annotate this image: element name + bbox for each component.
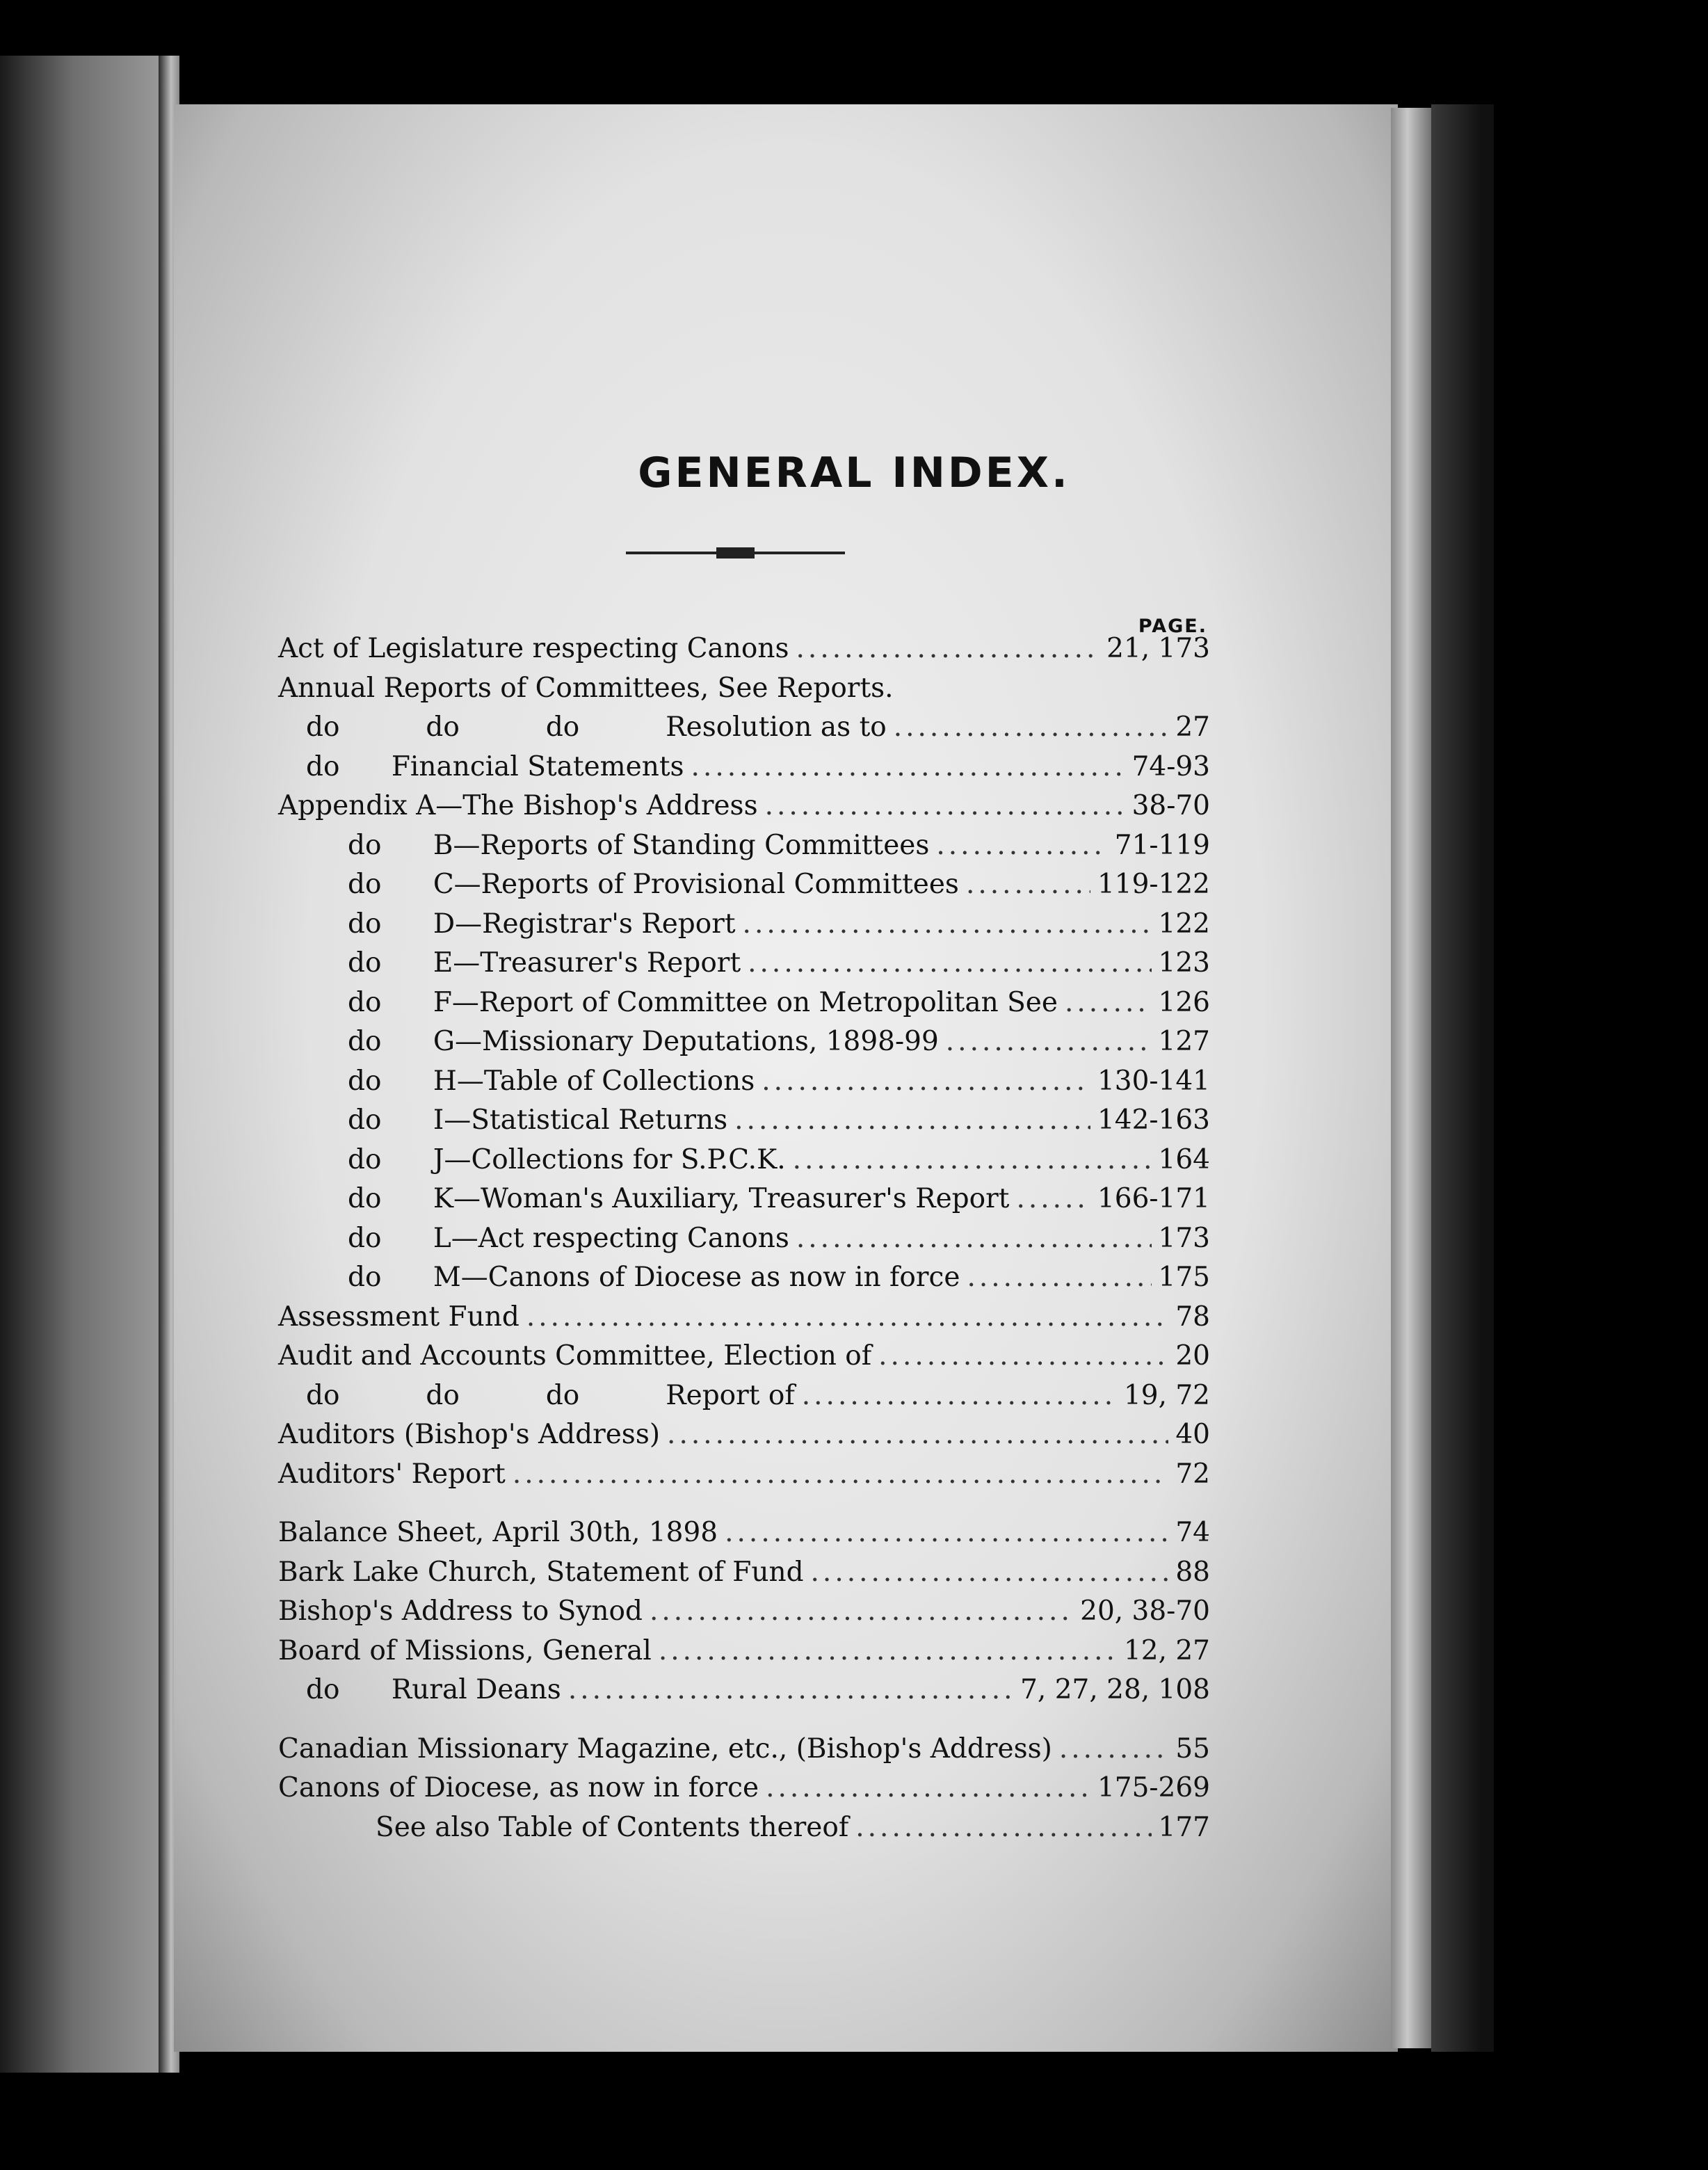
- index-entry-pages: 71-119: [1114, 829, 1210, 861]
- index-entry-label: Auditors (Bishop's Address): [278, 1419, 661, 1450]
- facing-page: [0, 56, 163, 2073]
- index-entry-pages: 40: [1175, 1419, 1210, 1450]
- index-entry-label: Canons of Diocese, as now in force: [278, 1772, 759, 1803]
- dot-leader: [650, 1592, 1073, 1632]
- index-entry-label: Balance Sheet, April 30th, 1898: [278, 1517, 718, 1548]
- index-entry: [278, 1632, 1210, 1671]
- dot-leader: [793, 1141, 1152, 1180]
- index-entry-label: Bark Lake Church, Statement of Fund: [278, 1556, 804, 1588]
- index-entry-pages: 74-93: [1131, 750, 1210, 782]
- index-list: [278, 629, 1210, 1847]
- index-entry-label: do do do Report of: [306, 1379, 795, 1411]
- index-entry: [278, 1298, 1210, 1337]
- index-entry-pages: 21, 173: [1106, 633, 1210, 664]
- index-entry: [278, 983, 1210, 1023]
- dot-leader: [802, 1376, 1117, 1416]
- dot-leader: [526, 1298, 1169, 1337]
- index-entry-pages: 78: [1175, 1301, 1210, 1333]
- index-entry: [278, 1513, 1210, 1553]
- index-entry: [278, 1258, 1210, 1298]
- index-entry-label: do C—Reports of Provisional Committees: [348, 869, 959, 900]
- index-entry-label: Appendix A—The Bishop's Address: [278, 790, 758, 821]
- index-entry-pages: 164: [1158, 1143, 1210, 1175]
- dot-leader: [1059, 1730, 1169, 1769]
- dot-leader: [946, 1022, 1152, 1062]
- index-entry: [278, 708, 1210, 748]
- index-entry-pages: 130-141: [1097, 1065, 1210, 1097]
- index-entry-pages: 38-70: [1131, 790, 1210, 821]
- index-entry: [278, 1062, 1210, 1102]
- index-entry-pages: 126: [1158, 986, 1210, 1018]
- page-edge: [1391, 108, 1433, 2048]
- index-entry-pages: 27: [1175, 712, 1210, 743]
- dot-leader: [894, 708, 1169, 748]
- dot-leader: [762, 1062, 1090, 1102]
- index-entry-pages: 127: [1158, 1026, 1210, 1057]
- index-entry: [278, 1769, 1210, 1808]
- index-entry-label: do do do Resolution as to: [306, 712, 887, 743]
- index-entry-label: Board of Missions, General: [278, 1634, 652, 1666]
- index-entry: [278, 1553, 1210, 1593]
- index-entry: [278, 1808, 1210, 1848]
- index-entry-pages: 173: [1158, 1222, 1210, 1254]
- index-entry: [278, 1101, 1210, 1141]
- index-entry-label: Canadian Missionary Magazine, etc., (Bishop's Address): [278, 1733, 1052, 1765]
- index-entry: [278, 1180, 1210, 1219]
- dot-leader: [513, 1455, 1169, 1495]
- index-entry-pages: 74: [1175, 1517, 1210, 1548]
- index-entry-label: do H—Table of Collections: [348, 1065, 755, 1097]
- index-entry-pages: 72: [1175, 1458, 1210, 1490]
- dot-leader: [725, 1513, 1168, 1553]
- index-entry: [278, 1141, 1210, 1180]
- dot-leader: [966, 865, 1090, 905]
- index-entry-label: do E—Treasurer's Report: [348, 947, 741, 979]
- index-entry-pages: 175: [1158, 1262, 1210, 1293]
- dot-leader: [811, 1553, 1169, 1593]
- page-title: GENERAL INDEX.: [638, 449, 1070, 497]
- page-edge-shadow: [1431, 104, 1494, 2052]
- dot-leader: [568, 1671, 1013, 1710]
- dot-leader: [1065, 983, 1152, 1023]
- index-entry-pages: 175-269: [1097, 1772, 1210, 1803]
- index-entry-label: do D—Registrar's Report: [348, 908, 736, 940]
- index-entry-pages: 122: [1158, 908, 1210, 940]
- index-entry-pages: 119-122: [1097, 869, 1210, 900]
- index-entry: [278, 1671, 1210, 1710]
- index-entry-pages: 166-171: [1097, 1183, 1210, 1214]
- dot-leader: [967, 1258, 1151, 1298]
- dot-leader: [765, 787, 1125, 826]
- index-entry: [278, 787, 1210, 826]
- dot-leader: [766, 1769, 1090, 1808]
- title-rule-ornament: [716, 547, 755, 558]
- index-entry: [278, 865, 1210, 905]
- index-entry-label: Audit and Accounts Committee, Election of: [278, 1340, 872, 1372]
- dot-leader: [743, 905, 1152, 945]
- index-entry: [278, 1415, 1210, 1455]
- index-entry: [278, 1376, 1210, 1416]
- index-entry-pages: 177: [1158, 1811, 1210, 1843]
- index-entry-label: do L—Act respecting Canons: [348, 1222, 789, 1254]
- index-entry: [278, 669, 1210, 709]
- index-entry: [278, 1337, 1210, 1376]
- index-entry-label: do Rural Deans: [306, 1674, 561, 1705]
- dot-leader: [1016, 1180, 1090, 1219]
- index-entry-label: Act of Legislature respecting Canons: [278, 633, 789, 664]
- dot-leader: [691, 748, 1125, 787]
- index-entry: [278, 944, 1210, 983]
- index-entry: [278, 1592, 1210, 1632]
- index-entry: [278, 905, 1210, 945]
- index-entry: [278, 1219, 1210, 1259]
- index-entry-pages: 88: [1175, 1556, 1210, 1588]
- index-entry-label: Annual Reports of Committees, See Reports.: [278, 672, 894, 704]
- index-entry-label: do B—Reports of Standing Committees: [348, 829, 930, 861]
- index-entry-pages: 142-163: [1097, 1104, 1210, 1136]
- index-entry-label: do J—Collections for S.P.C.K.: [348, 1143, 786, 1175]
- index-entry-label: do G—Missionary Deputations, 1898-99: [348, 1026, 939, 1057]
- index-entry-pages: 20, 38-70: [1080, 1596, 1210, 1627]
- index-entry: [278, 748, 1210, 787]
- index-entry-pages: 12, 27: [1123, 1634, 1210, 1666]
- index-entry-pages: 20: [1175, 1340, 1210, 1372]
- dot-leader: [667, 1415, 1168, 1455]
- dot-leader: [936, 826, 1107, 866]
- index-entry: [278, 1455, 1210, 1495]
- index-entry: [278, 1730, 1210, 1769]
- index-entry-label: Auditors' Report: [278, 1458, 506, 1490]
- index-entry-label: do M—Canons of Diocese as now in force: [348, 1262, 960, 1293]
- dot-leader: [796, 1219, 1152, 1259]
- index-entry: [278, 1022, 1210, 1062]
- dot-leader: [748, 944, 1151, 983]
- dot-leader: [659, 1632, 1117, 1671]
- index-entry-pages: 55: [1175, 1733, 1210, 1765]
- index-entry: [278, 629, 1210, 669]
- index-entry: [278, 826, 1210, 866]
- index-entry-label: do Financial Statements: [306, 750, 684, 782]
- dot-leader: [878, 1337, 1168, 1376]
- index-entry-pages: 19, 72: [1123, 1379, 1210, 1411]
- index-entry-label: See also Table of Contents thereof: [376, 1811, 849, 1843]
- dot-leader: [796, 629, 1100, 669]
- page-column-header: PAGE.: [1138, 616, 1207, 637]
- index-entry-label: do F—Report of Committee on Metropolitan See: [348, 986, 1058, 1018]
- index-entry-label: Bishop's Address to Synod: [278, 1596, 643, 1627]
- index-entry-pages: 123: [1158, 947, 1210, 979]
- index-entry-pages: 7, 27, 28, 108: [1020, 1674, 1210, 1705]
- dot-leader: [855, 1808, 1151, 1848]
- dot-leader: [734, 1101, 1090, 1141]
- index-entry-label: do I—Statistical Returns: [348, 1104, 728, 1136]
- index-entry-label: do K—Woman's Auxiliary, Treasurer's Report: [348, 1183, 1010, 1214]
- index-entry-label: Assessment Fund: [278, 1301, 519, 1333]
